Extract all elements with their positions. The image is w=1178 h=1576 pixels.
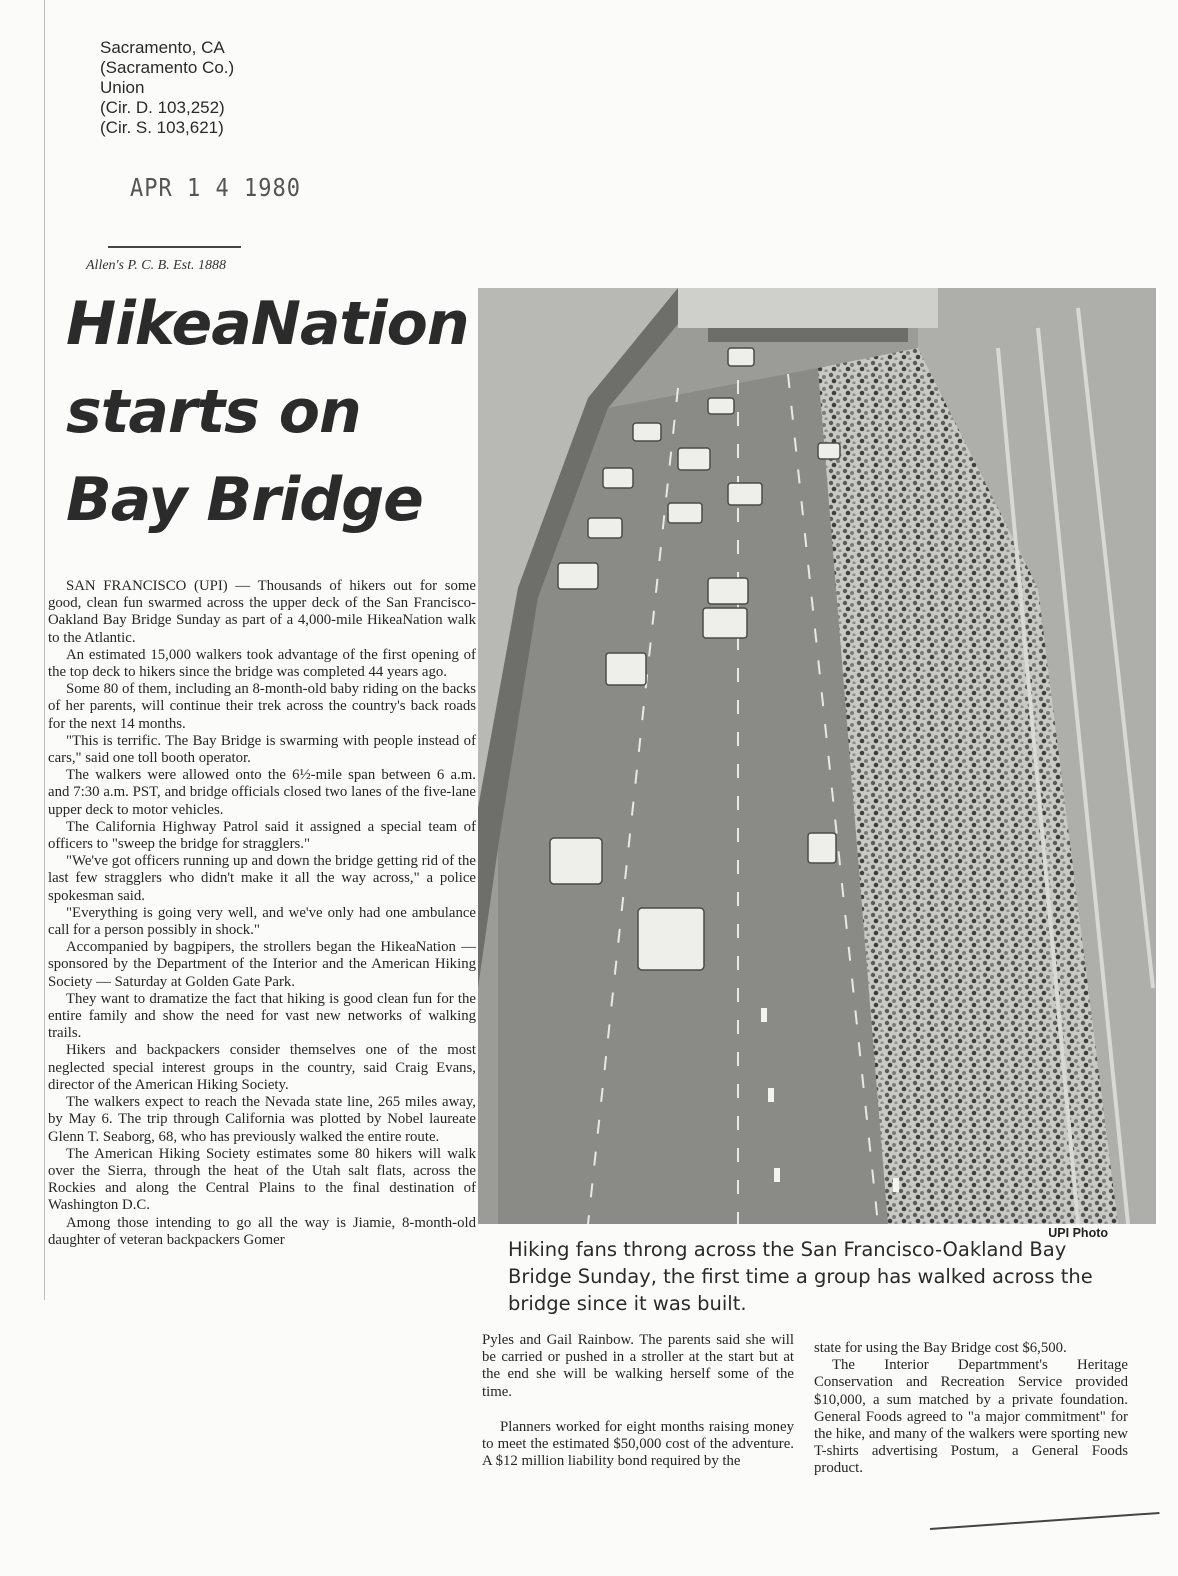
headline-line-1: HikeaNation: [66, 289, 469, 359]
date-stamp: APR 1 4 1980: [130, 174, 301, 203]
clipping-service-line: Allen's P. C. B. Est. 1888: [86, 258, 227, 273]
paragraph: "Everything is going very well, and we've only had one ambulance call for a person possibly in shock.": [48, 904, 476, 939]
article-column-2: [482, 1332, 794, 1470]
paragraph: Pyles and Gail Rainbow. The parents said she will be carried or pushed in a stroller at the start but at the end she will be walking herself some of the time.: [482, 1332, 794, 1400]
paragraph: "This is terrific. The Bay Bridge is swarming with people instead of cars," said one toll booth operator.: [48, 732, 476, 767]
publication-name: Union: [100, 78, 145, 97]
paragraph: Accompanied by bagpipers, the strollers began the HikeaNation — sponsored by the Department of the Interior and the American Hiking Society — Saturday at Golden Gate Park.: [48, 939, 476, 990]
stamp-divider: [108, 246, 241, 248]
paragraph: The California Highway Patrol said it assigned a special team of officers to "sweep the bridge for stragglers.": [48, 818, 476, 853]
paragraph: "We've got officers running up and down the bridge getting rid of the last few stragglers who didn't make it all the way across," a police spokesman said.: [48, 853, 476, 904]
publication-info: [100, 38, 234, 138]
paragraph: SAN FRANCISCO (UPI) — Thousands of hikers out for some good, clean fun swarmed across the upper deck of the San Francisco-Oakland Bay Bridge Sunday as part of a 4,000-mile HikeaNation walk to the Atlantic.: [48, 578, 476, 646]
paragraph: Some 80 of them, including an 8-month-old baby riding on the backs of her parents, will continue their trek across the country's back roads for the next 14 months.: [48, 681, 476, 732]
paragraph: state for using the Bay Bridge cost $6,500.: [814, 1340, 1067, 1356]
paragraph: The walkers expect to reach the Nevada state line, 265 miles away, by May 6. The trip through California was plotted by Nobel laureate Glenn T. Seaborg, 68, who has previously walked the entire route.: [48, 1094, 476, 1145]
headline-line-2: starts on: [66, 377, 361, 447]
circulation-daily: (Cir. D. 103,252): [100, 98, 225, 117]
bridge-photo: [478, 288, 1156, 1224]
paragraph: The walkers were allowed onto the 6½-mile span between 6 a.m. and 7:30 a.m. PST, and bridge officials closed two lanes of the five-lane upper deck to motor vehicles.: [48, 767, 476, 818]
headline-line-3: Bay Bridge: [66, 465, 423, 535]
paragraph: Planners worked for eight months raising money to meet the estimated $50,000 cost of the adventure. A $12 million liability bond required by the: [482, 1418, 794, 1470]
circulation-sunday: (Cir. S. 103,621): [100, 118, 224, 137]
publication-city: Sacramento, CA: [100, 38, 225, 57]
photo-credit: UPI Photo: [1048, 1226, 1108, 1240]
publication-county: (Sacramento Co.): [100, 58, 235, 77]
paragraph: They want to dramatize the fact that hiking is good clean fun for the entire family and show the need for vast new networks of walking trails.: [48, 990, 476, 1042]
article-column-3: [814, 1340, 1128, 1478]
paragraph: The Interior Departmment's Heritage Conservation and Recreation Service provided $10,000, a sum matched by a private foundation. General Foods agreed to "a major commitment" for the hike, and many of the walkers were sporting new T-shirts advertising Postum, a General Foods product.: [814, 1357, 1128, 1477]
paragraph: Among those intending to go all the way is Jiamie, 8-month-old daughter of veteran backpackers Gomer: [48, 1214, 476, 1248]
paragraph: The American Hiking Society estimates some 80 hikers will walk over the Sierra, through the heat of the Utah salt flats, across the Rockies and along the Central Plains to the final destination of Washington D.C.: [48, 1145, 476, 1214]
headline: [66, 280, 486, 544]
clipping-edge: [44, 0, 45, 1300]
end-rule: [930, 1512, 1160, 1530]
paragraph: Hikers and backpackers consider themselves one of the most neglected special interest groups in the country, said Craig Evans, director of the American Hiking Society.: [48, 1042, 476, 1093]
paragraph: An estimated 15,000 walkers took advantage of the first opening of the top deck to hikers since the bridge was completed 44 years ago.: [48, 646, 476, 681]
photo-caption: Hiking fans throng across the San Francisco-Oakland Bay Bridge Sunday, the first time a group has walked across the bridge since it was built.: [508, 1238, 1093, 1315]
article-column-1: [48, 578, 476, 1249]
